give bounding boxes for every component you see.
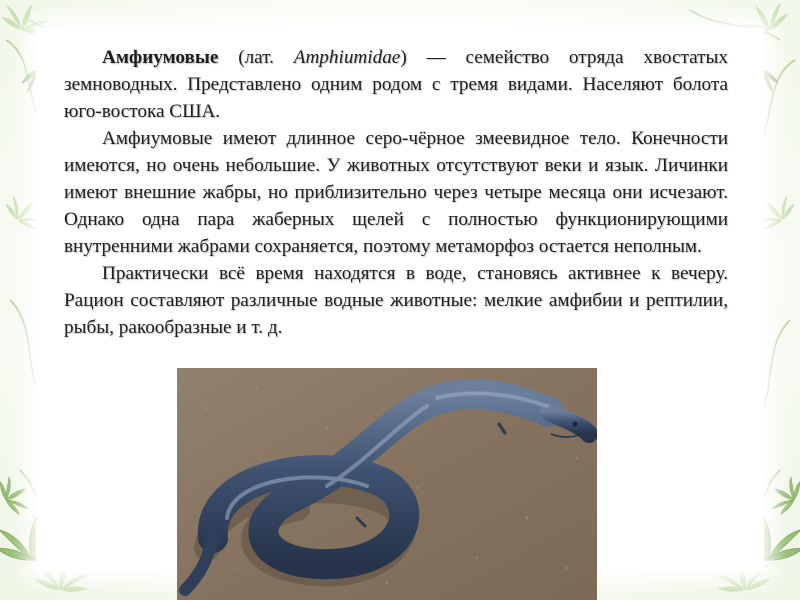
paragraph-behavior: Практически всё время находятся в воде, становясь активнее к вечеру. Рацион составляют различные водные животные: мелкие амфибии и рептилии, рыбы, ракообразные и т. д. (64, 263, 728, 338)
paragraph-intro (64, 44, 728, 125)
text-fragment: ) — семейство отряда хвостатых земноводных. Представлено одним родом с тремя видами. Населяют болота юго-востока США. (64, 47, 728, 122)
paragraph-description: Амфиумовые имеют длинное серо-чёрное змеевидное тело. Конечности имеются, но очень небольшие. У животных отсутствуют веки и язык. Личинки имеют внешние жабры, но приблизительно через четыре месяца они исчезают. Однако одна пара жаберных щелей с полностью функционирующими внутренними жабрами сохраняется, поэтому метаморфоз остается неполным. (64, 128, 728, 257)
latin-name: Amphiumidae (293, 47, 401, 68)
text-fragment: (лат. (218, 47, 294, 68)
amphiuma-image (177, 368, 597, 600)
body-text (64, 44, 728, 341)
amphiuma-photo (177, 368, 597, 600)
term-bold: Амфиумовые (102, 47, 219, 68)
